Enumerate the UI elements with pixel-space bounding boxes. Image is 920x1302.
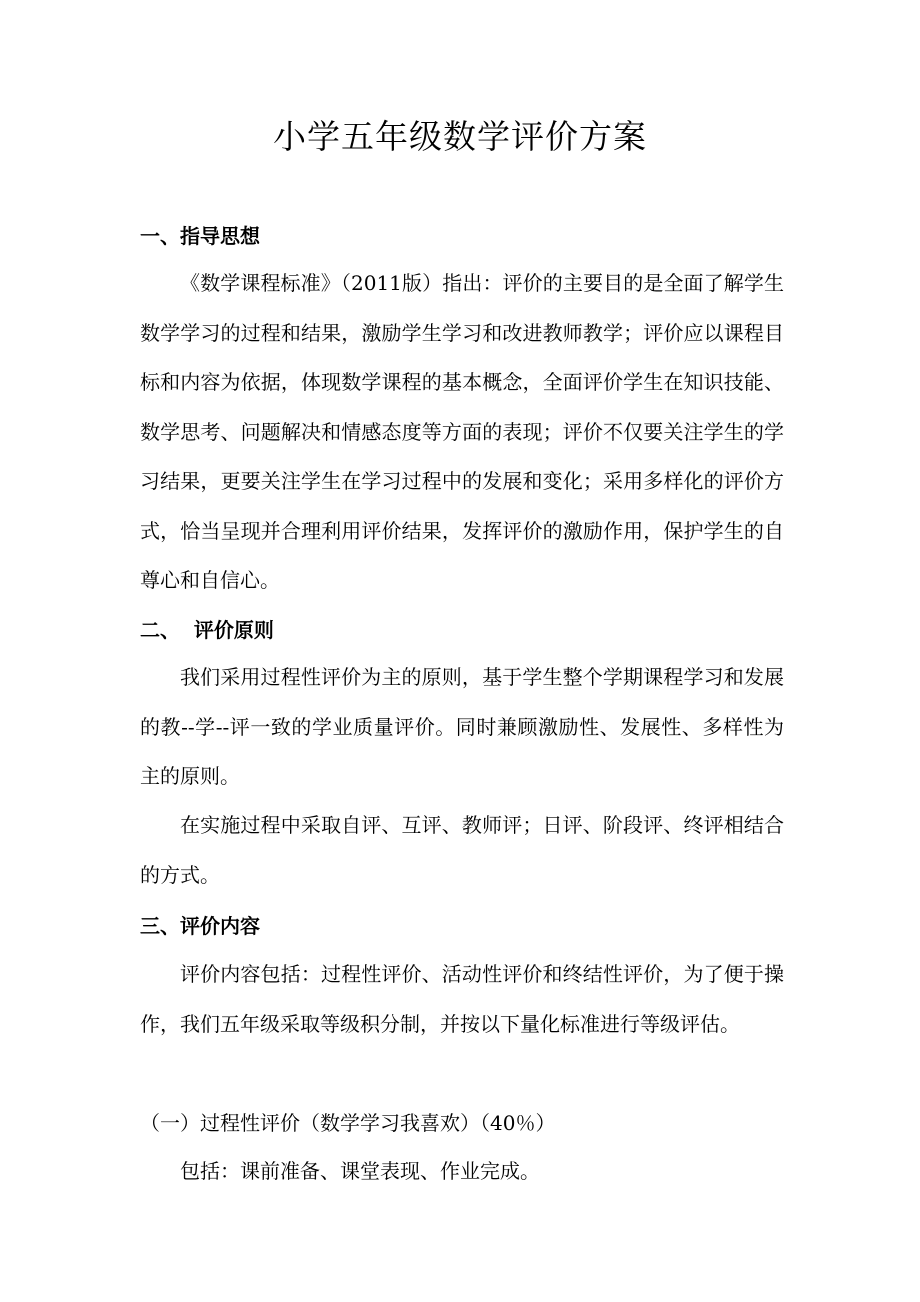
section-heading-evaluation-content: 三、评价内容 (140, 914, 260, 938)
subsection-heading-process-evaluation: （一）过程性评价（数学学习我喜欢）（40％） (140, 1111, 556, 1135)
section-heading-evaluation-principles: 二、 评价原则 (140, 618, 274, 642)
section-body-principles: 我们采用过程性评价为主的原则，基于学生整个学期课程学习和发展的教--学--评一致的学业质量评价。同时兼顾激励性、发展性、多样性为主的原则。 (140, 665, 784, 788)
subsection-body-process-evaluation: 包括：课前准备、课堂表现、作业完成。 (180, 1159, 540, 1183)
section-body-methods: 在实施过程中采取自评、互评、教师评；日评、阶段评、终评相结合的方式。 (140, 813, 784, 887)
section-body-guiding-thought: 《数学课程标准》（2011版）指出：评价的主要目的是全面了解学生数学学习的过程和结果，激励学生学习和改进教师教学；评价应以课程目标和内容为依据，体现数学课程的基本概念，全面评价学生在知识技能、数学思考、问题解决和情感态度等方面的表现；评价不仅要关注学生的学习结果，更要关注学生在学习过程中的发展和变化；采用多样化的评价方式，恰当呈现并合理利用评价结果，发挥评价的激励作用，保护学生的自尊心和自信心。 (140, 271, 784, 592)
document-title: 小学五年级数学评价方案 (273, 117, 647, 156)
section-heading-guiding-thought: 一、指导思想 (140, 224, 260, 248)
section-body-evaluation-content: 评价内容包括：过程性评价、活动性评价和终结性评价，为了便于操作，我们五年级采取等级积分制，并按以下量化标准进行等级评估。 (140, 962, 784, 1036)
